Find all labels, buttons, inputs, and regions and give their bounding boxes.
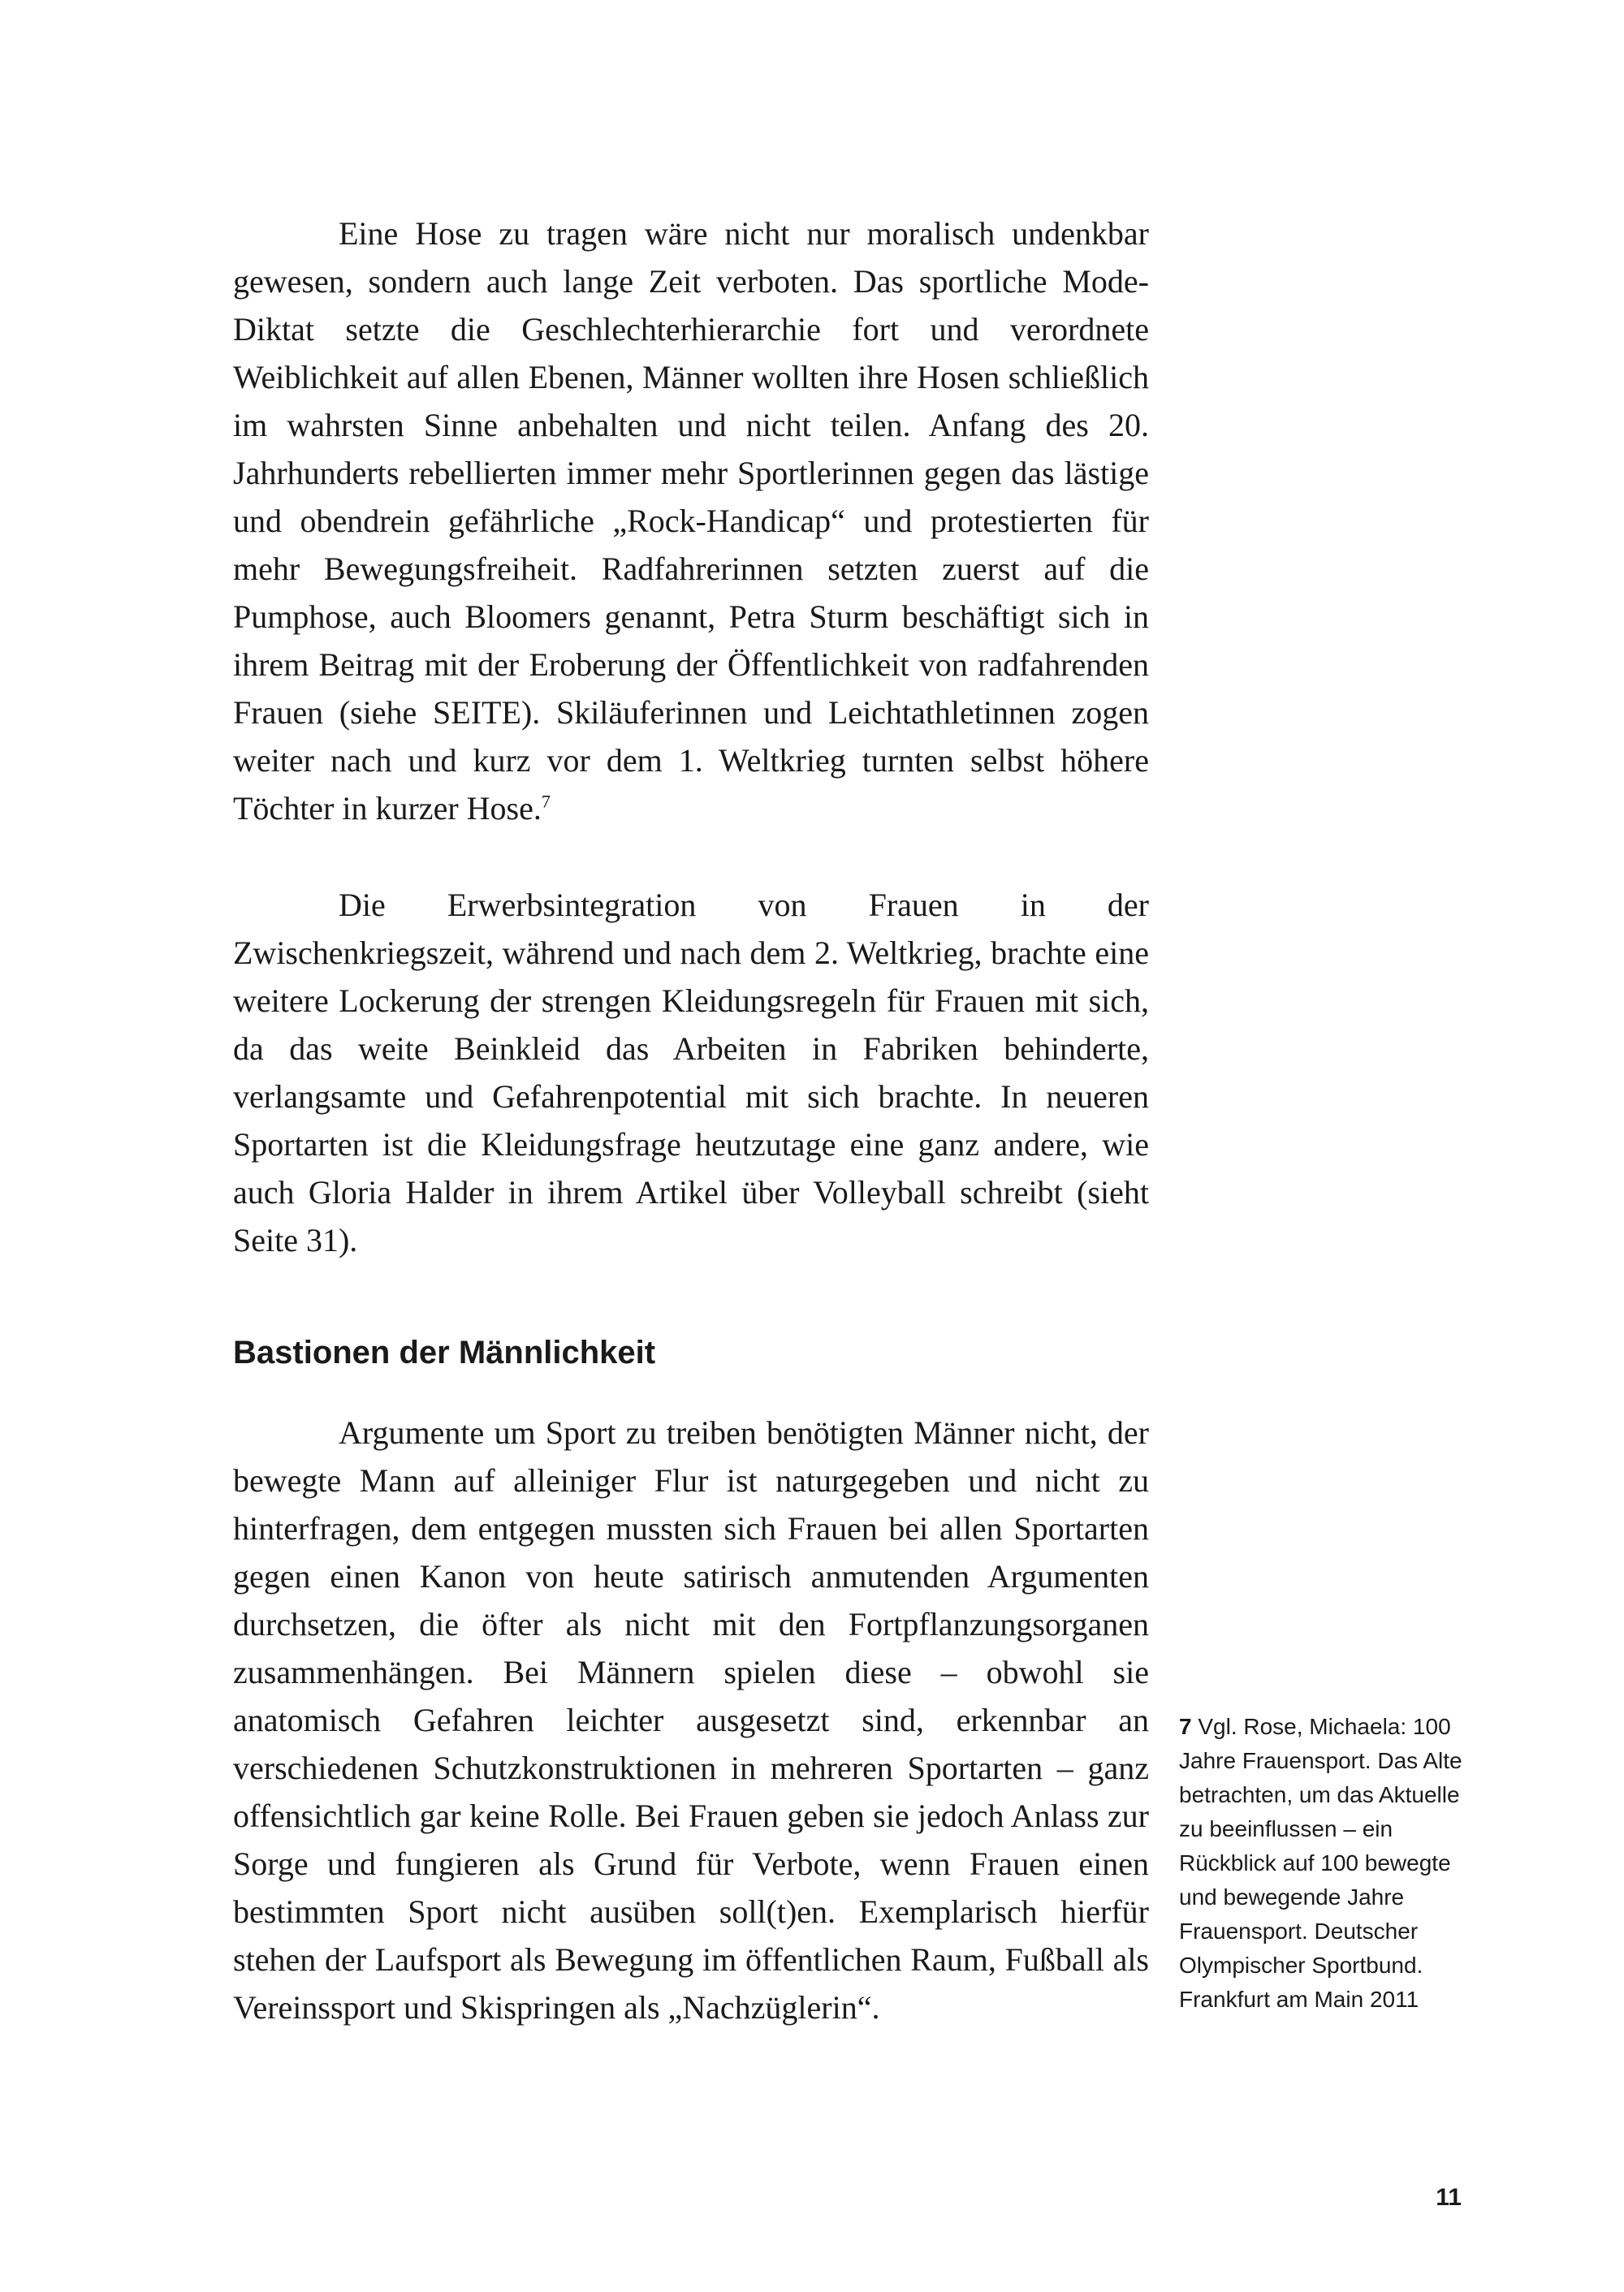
main-text-column bbox=[233, 209, 1149, 2031]
footnote-reference-7: 7 bbox=[541, 791, 551, 812]
body-paragraph-1 bbox=[233, 209, 1149, 832]
footnote-number: 7 bbox=[1179, 1714, 1192, 1739]
page-number: 11 bbox=[1436, 2184, 1462, 2211]
footnote-sidenote bbox=[1179, 1710, 1488, 2017]
footnote-text: Vgl. Rose, Michaela: 100 Jahre Frauensport. Das Alte betrachten, um das Aktuelle zu beeinflussen – ein Rückblick auf 100 bewegte und bewegende Jahre Frauensport. Deutscher Olympischer Sportbund. Frankfurt am Main 2011 bbox=[1179, 1714, 1462, 2012]
body-paragraph-1-text: Eine Hose zu tragen wäre nicht nur moralisch undenkbar gewesen, sondern auch lange Zeit verboten. Das sportliche Mode-Diktat setzte die Geschlechterhierarchie fort und verordnete Weiblichkeit auf allen Ebenen, Männer wollten ihre Hosen schließlich im wahrsten Sinne anbehalten und nicht teilen. Anfang des 20. Jahrhunderts rebellierten immer mehr Sportlerinnen gegen das lästige und obendrein gefährliche „Rock-Handicap“ und protestierten für mehr Bewegungsfreiheit. Radfahrerinnen setzten zuerst auf die Pumphose, auch Bloomers genannt, Petra Sturm beschäftigt sich in ihrem Beitrag mit der Eroberung der Öffentlichkeit von radfahrenden Frauen (siehe SEITE). Skiläuferinnen und Leichtathletinnen zogen weiter nach und kurz vor dem 1. Weltkrieg turnten selbst höhere Töchter in kurzer Hose. bbox=[233, 215, 1149, 827]
section-paragraph-1: Argumente um Sport zu treiben benötigten Männer nicht, der bewegte Mann auf alleiniger Flur ist naturgegeben und nicht zu hinterfragen, dem entgegen mussten sich Frauen bei allen Sportarten gegen einen Kanon von heute satirisch anmutenden Argumenten durchsetzen, die öfter als nicht mit den Fortpflanzungsorganen zusammenhängen. Bei Männern spielen diese – obwohl sie anatomisch Gefahren leichter ausgesetzt sind, erkennbar an verschiedenen Schutzkonstruktionen in mehreren Sportarten – ganz offensichtlich gar keine Rolle. Bei Frauen geben sie jedoch Anlass zur Sorge und fungieren als Grund für Verbote, wenn Frauen einen bestimmten Sport nicht ausüben soll(t)en. Exemplarisch hierfür stehen der Laufsport als Bewegung im öffentlichen Raum, Fußball als Vereinssport und Skispringen als „Nachzüglerin“. bbox=[233, 1414, 1149, 2026]
body-paragraph-2: Die Erwerbsintegration von Frauen in der Zwischenkriegszeit, während und nach dem 2. Weltkrieg, brachte eine weitere Lockerung der strengen Kleidungsregeln für Frauen mit sich, da das weite Beinkleid das Arbeiten in Fabriken behinderte, verlangsamte und Gefahrenpotential mit sich brachte. In neueren Sportarten ist die Kleidungsfrage heutzutage eine ganz andere, wie auch Gloria Halder in ihrem Artikel über Volleyball schreibt (sieht Seite 31). bbox=[233, 887, 1149, 1258]
section-heading: Bastionen der Männlichkeit bbox=[233, 1335, 656, 1370]
